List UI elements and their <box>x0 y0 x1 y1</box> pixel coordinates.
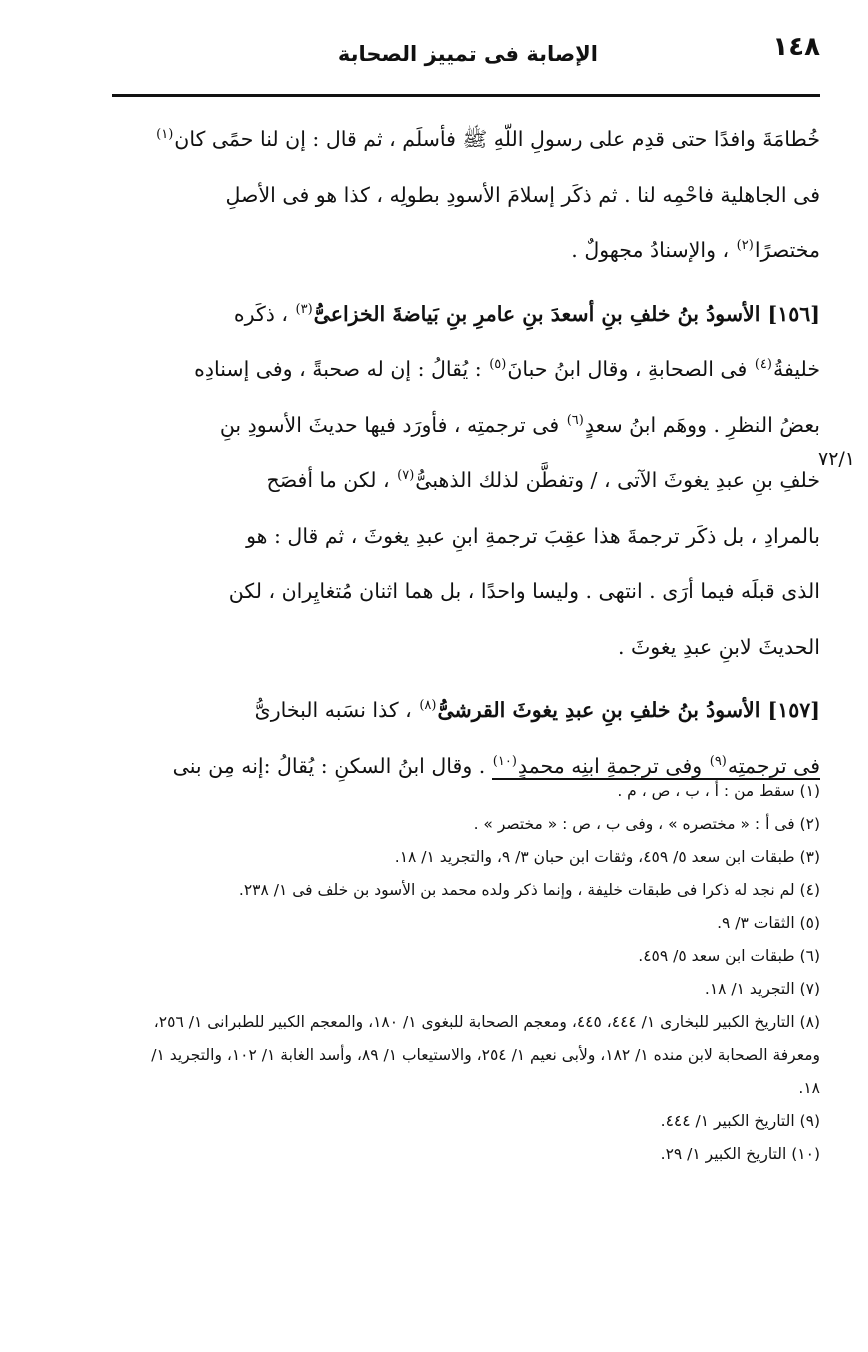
text-span: ، كذا نسَبه البخارىُّ <box>254 698 412 722</box>
text-line: الحديثَ لابنِ عبدِ يغوثَ . <box>617 634 820 659</box>
entry-heading-line <box>118 287 820 343</box>
text-span: ، لكن ما أفصَح <box>266 468 390 492</box>
text-span: خليفةُ <box>772 357 820 381</box>
footnote: (٥) الثقات ٣/ ٩. <box>717 914 820 932</box>
footnote-ref: (٤) <box>754 357 772 373</box>
text-span: بعضُ النظرِ . ووهَم ابنُ سعدٍ <box>584 412 820 437</box>
text-line <box>118 398 820 454</box>
footnote-ref: (١) <box>156 127 174 143</box>
text-line: فى الجاهلية فاحْمِه لنا . ثم ذكَر إسلامَ الأسودِ بطولِه ، كذا هو فى الأصلِ <box>225 182 820 207</box>
text-span: خلفِ بنِ عبدِ يغوثَ الآتى ، / وتفطَّن لذلك الذهبىُّ <box>415 468 820 492</box>
footnote: (٧) التجريد ١/ ١٨. <box>704 980 820 998</box>
entry-heading-line <box>118 683 820 739</box>
text-span: خُطامَةَ وافدًا حتى قدِم على رسولِ اللّهِ ﷺ فأسلَم ، ثم قال : إن لنا حمًى كان <box>174 127 820 151</box>
text-line <box>118 223 820 279</box>
main-text <box>118 112 820 794</box>
text-span: مختصرًا <box>754 238 820 262</box>
footnote-ref: (١٠) <box>492 753 517 769</box>
text-span: فى ترجمتِه <box>727 753 820 778</box>
text-line <box>118 453 820 509</box>
text-line <box>118 112 820 168</box>
entry-heading: [١٥٧] الأسودُ بنُ خلفِ بنِ عبدِ يغوثَ القرشىُّ <box>437 698 820 722</box>
text-line <box>118 342 820 398</box>
footnote-ref: (٥) <box>489 357 507 373</box>
footnote-ref: (٨) <box>419 698 437 714</box>
text-span: ، والإسنادُ مجهولٌ . <box>571 238 730 262</box>
footnote: (٣) طبقات ابن سعد ٥/ ٤٥٩، وثقات ابن حبان ٣/ ٩، والتجريد ١/ ١٨. <box>394 848 820 866</box>
entry-heading: [١٥٦] الأسودُ بنُ خلفِ بنِ أسعدَ بنِ عامرِ بنِ بَياضةَ الخزاعىُّ <box>313 301 820 326</box>
text-line: الذى قبلَه فيما أرَى . انتهى . وليسا واحدًا ، بل هما اثنان مُتغايِران ، لكن <box>228 579 820 603</box>
paragraph-continuation <box>118 112 820 279</box>
footnote-ref: (٢) <box>736 238 754 254</box>
footnote: (٩) التاريخ الكبير ١/ ٤٤٤. <box>660 1112 820 1130</box>
footnote-ref: (٧) <box>397 468 415 484</box>
footnote: (١٠) التاريخ الكبير ١/ ٢٩. <box>660 1145 820 1163</box>
footnote: (١) سقط من : أ ، ب ، ص ، م . <box>617 782 820 800</box>
text-span: . وقال ابنُ السكنِ : يُقالُ :إنه مِن بنى <box>172 753 486 778</box>
text-line: بالمرادِ ، بل ذكَر ترجمةَ هذا عقِبَ ترجمةِ ابنِ عبدِ يغوثَ ، ثم قال : هو <box>246 523 820 548</box>
footnote-ref: (٣) <box>295 301 313 317</box>
footnote-ref: (٩) <box>709 753 727 769</box>
page-header <box>112 28 820 76</box>
entry-156 <box>118 287 820 676</box>
text-span: وفى ترجمةِ ابنِه محمدٍ <box>517 753 703 778</box>
margin-reference: ٧٢/١ <box>818 448 856 470</box>
text-span: ، ذكَره <box>233 301 288 326</box>
page-number: ١٤٨ <box>772 32 820 62</box>
text-span: : يُقالُ : إن له صحبةً ، وفى إسنادِه <box>194 357 482 381</box>
footnote-ref: (٦) <box>566 412 584 428</box>
text-span: فى ترجمتِه ، فأورَد فيها حديثَ الأسودِ بنِ <box>219 412 560 437</box>
header-rule <box>112 94 820 97</box>
footnote: (٦) طبقات ابن سعد ٥/ ٤٥٩. <box>638 947 820 965</box>
footnote: (٢) فى أ : « مختصره » ، وفى ب ، ص : « مختصر » . <box>473 815 820 833</box>
footnotes-section <box>140 775 820 1171</box>
footnote: (٨) التاريخ الكبير للبخارى ١/ ٤٤٤، ٤٤٥، ومعجم الصحابة للبغوى ١/ ١٨٠، والمعجم الكبير للطبرانى ١/ ٢٥٦، ومعرفة الصحابة لابن منده ١/ ١٨٢، ولأبى نعيم ١/ ٢٥٤، والاستيعاب ١/ ٨٩، وأسد الغابة ١/ ١٠٢، والتجريد ١/ ١٨. <box>151 1013 820 1097</box>
footnote: (٤) لم نجد له ذكرا فى طبقات خليفة ، وإنما ذكر ولده محمد بن الأسود بن خلف فى ١/ ٢٣٨. <box>238 881 820 899</box>
text-span: فى الصحابةِ ، وقال ابنُ حبانَ <box>507 357 748 381</box>
running-title: الإصابة فى تمييز الصحابة <box>337 42 598 66</box>
